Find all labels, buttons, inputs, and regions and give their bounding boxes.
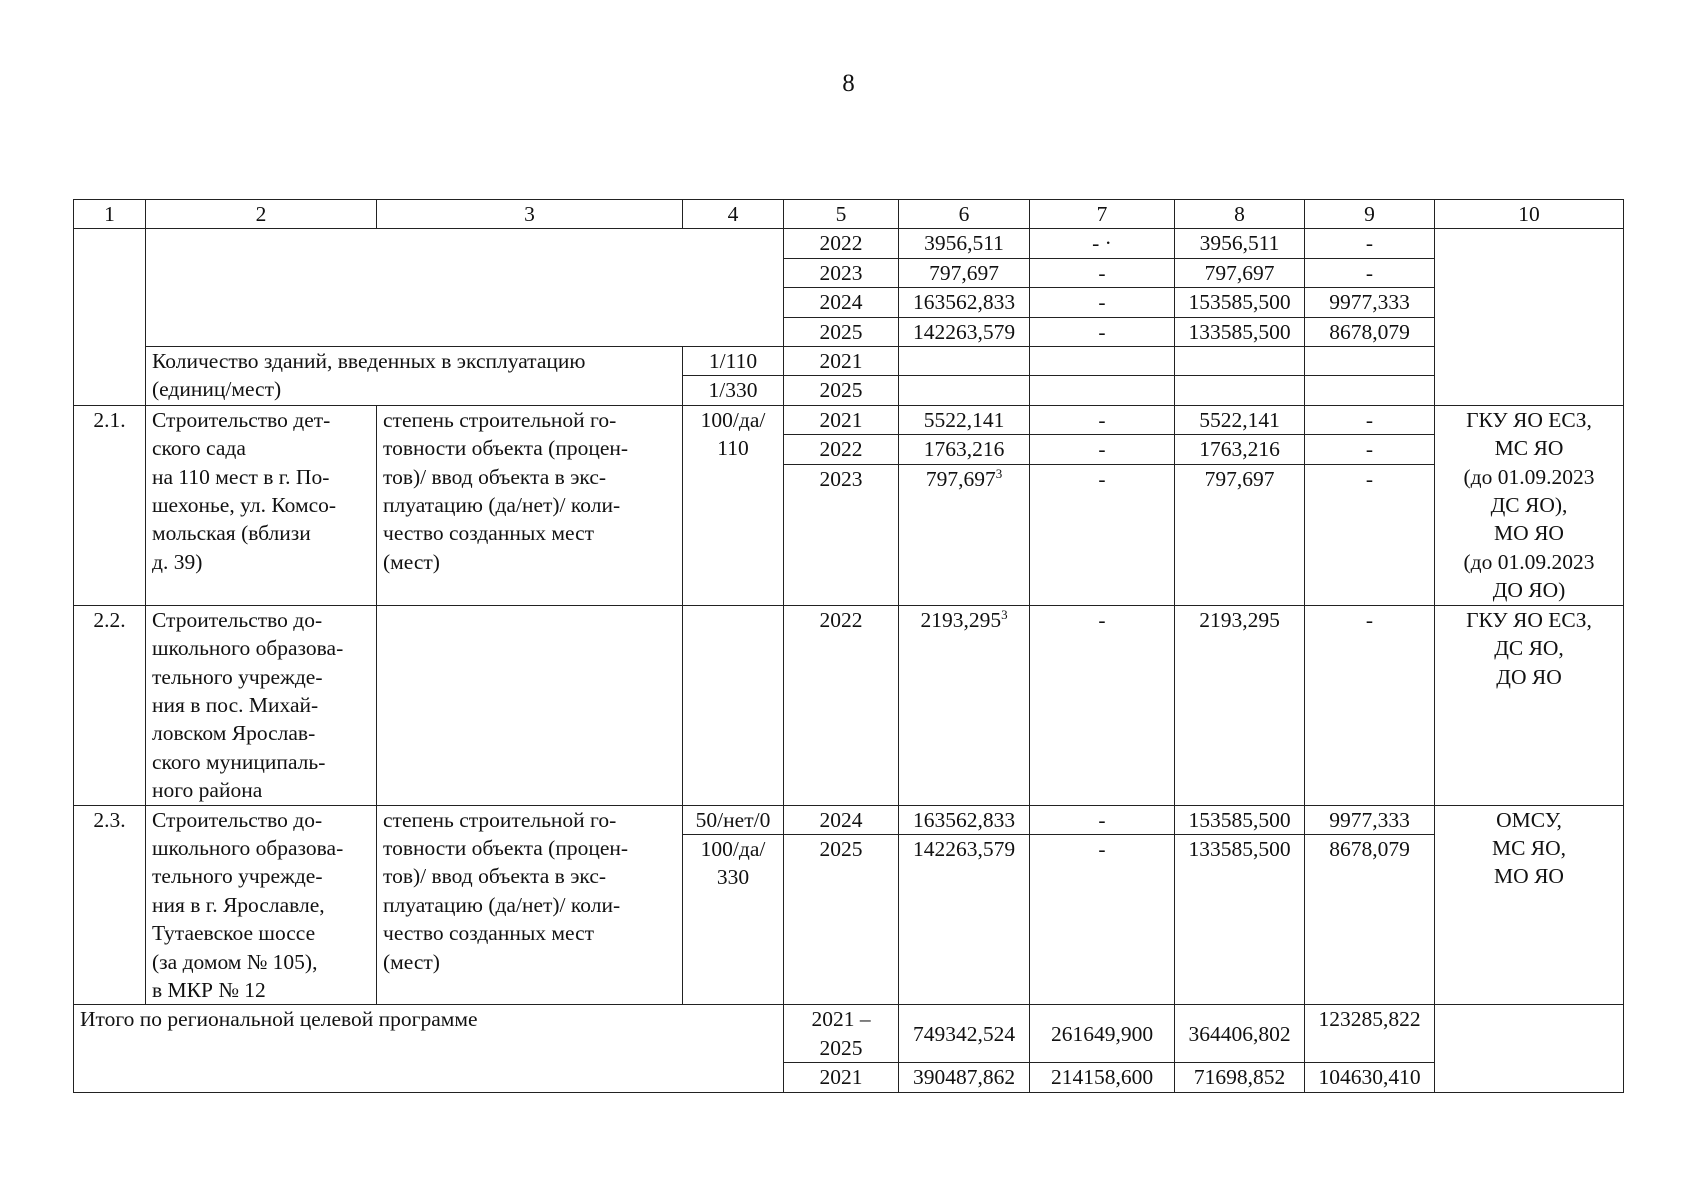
- year-cell: 2025: [784, 835, 899, 1005]
- item-number: 2.3.: [74, 805, 146, 1005]
- local-cell: -: [1305, 605, 1435, 805]
- empty-cell: [74, 229, 146, 405]
- regional-cell: 364406,802: [1175, 1005, 1305, 1063]
- regional-cell: 1763,216: [1175, 435, 1305, 464]
- year-cell: 2023: [784, 464, 899, 605]
- year-cell: 2021: [784, 347, 899, 376]
- indicator-value: 100/да/ 330: [683, 835, 784, 1005]
- total-cell: 1763,216: [899, 435, 1030, 464]
- page-number: 8: [842, 70, 855, 97]
- federal-cell: -: [1030, 464, 1175, 605]
- header-cell: 1: [74, 200, 146, 229]
- empty-cell: [899, 347, 1030, 376]
- total-row: [74, 1005, 1624, 1063]
- year-cell: 2021 – 2025: [784, 1005, 899, 1063]
- empty-cell: [1435, 1005, 1624, 1092]
- header-cell: 7: [1030, 200, 1175, 229]
- federal-cell: -: [1030, 435, 1175, 464]
- year-cell: 2022: [784, 435, 899, 464]
- local-cell: 8678,079: [1305, 835, 1435, 1005]
- regional-cell: 797,697: [1175, 464, 1305, 605]
- empty-cell: [377, 605, 683, 805]
- empty-cell: [1435, 229, 1624, 405]
- total-cell: 163562,833: [899, 288, 1030, 317]
- regional-cell: 3956,511: [1175, 229, 1305, 258]
- header-cell: 2: [146, 200, 377, 229]
- header-cell: 8: [1175, 200, 1305, 229]
- empty-cell: [1030, 376, 1175, 405]
- total-cell: 797,697$^3$: [899, 464, 1030, 605]
- year-cell: 2025: [784, 317, 899, 346]
- local-cell: -: [1305, 229, 1435, 258]
- footnote-mark: 3: [1001, 606, 1008, 622]
- header-cell: 4: [683, 200, 784, 229]
- header-cell: 6: [899, 200, 1030, 229]
- indicator-value: 100/да/ 110: [683, 405, 784, 605]
- year-cell: 2022: [784, 229, 899, 258]
- total-label: Итого по региональной целевой программе: [74, 1005, 784, 1092]
- summary-row: [74, 229, 1624, 258]
- year-cell: 2024: [784, 805, 899, 834]
- regional-cell: 797,697: [1175, 258, 1305, 287]
- total-cell: 142263,579: [899, 317, 1030, 346]
- executors-cell: ОМСУ, МС ЯО, МО ЯО: [1435, 805, 1624, 1005]
- regional-cell: 153585,500: [1175, 288, 1305, 317]
- footnote-mark: 3: [995, 465, 1003, 481]
- item-row: [74, 605, 1624, 805]
- year-cell: 2023: [784, 258, 899, 287]
- local-cell: -: [1305, 435, 1435, 464]
- total-cell: 3956,511: [899, 229, 1030, 258]
- buildings-label: Количество зданий, введенных в эксплуатацию (единиц/мест): [146, 347, 683, 406]
- total-cell: 2193,295$^3$: [899, 605, 1030, 805]
- item-number: 2.2.: [74, 605, 146, 805]
- empty-cell: [1175, 347, 1305, 376]
- item-name: Строительство до- школьного образова- тельного учрежде- ния в г. Ярославле, Тутаевское шоссе (за домом № 105), в МКР № 12: [146, 805, 377, 1005]
- indicator-value: 1/110: [683, 347, 784, 376]
- empty-cell: [683, 605, 784, 805]
- header-cell: 10: [1435, 200, 1624, 229]
- year-cell: 2025: [784, 376, 899, 405]
- header-cell: 5: [784, 200, 899, 229]
- federal-cell: 214158,600: [1030, 1063, 1175, 1092]
- regional-cell: 133585,500: [1175, 317, 1305, 346]
- year-cell: 2021: [784, 405, 899, 434]
- item-indicator: степень строительной го- товности объекта (процен- тов)/ ввод объекта в экс- плуатацию (да/нет)/ коли- чество созданных мест (мест): [377, 805, 683, 1005]
- empty-cell: [1175, 376, 1305, 405]
- indicator-value: 50/нет/0: [683, 805, 784, 834]
- local-cell: 9977,333: [1305, 805, 1435, 834]
- federal-cell: 261649,900: [1030, 1005, 1175, 1063]
- local-cell: 104630,410: [1305, 1063, 1435, 1092]
- item-number: 2.1.: [74, 405, 146, 605]
- year-cell: 2021: [784, 1063, 899, 1092]
- local-cell: 9977,333: [1305, 288, 1435, 317]
- regional-cell: 133585,500: [1175, 835, 1305, 1005]
- empty-cell: [899, 376, 1030, 405]
- header-cell: 3: [377, 200, 683, 229]
- local-cell: 123285,822: [1305, 1005, 1435, 1063]
- empty-cell: [1305, 347, 1435, 376]
- total-cell: 163562,833: [899, 805, 1030, 834]
- federal-cell: -: [1030, 317, 1175, 346]
- item-name: Строительство дет- ского сада на 110 мест в г. По- шехонье, ул. Комсо- мольская (вблизи д. 39): [146, 405, 377, 605]
- year-cell: 2022: [784, 605, 899, 805]
- total-cell: 797,697: [899, 258, 1030, 287]
- header-cell: 9: [1305, 200, 1435, 229]
- federal-cell: -: [1030, 405, 1175, 434]
- federal-cell: - ·: [1030, 229, 1175, 258]
- empty-cell: [1030, 347, 1175, 376]
- federal-cell: -: [1030, 835, 1175, 1005]
- item-row: [74, 805, 1624, 834]
- local-cell: -: [1305, 258, 1435, 287]
- header-row: [74, 200, 1624, 229]
- executors-cell: ГКУ ЯО ЕСЗ, МС ЯО (до 01.09.2023 ДС ЯО), МО ЯО (до 01.09.2023 ДО ЯО): [1435, 405, 1624, 605]
- local-cell: -: [1305, 405, 1435, 434]
- item-indicator: степень строительной го- товности объекта (процен- тов)/ ввод объекта в экс- плуатацию (да/нет)/ коли- чество созданных мест (мест): [377, 405, 683, 605]
- year-cell: 2024: [784, 288, 899, 317]
- local-cell: -: [1305, 464, 1435, 605]
- buildings-row: [74, 347, 1624, 376]
- executors-cell: ГКУ ЯО ЕСЗ, ДС ЯО, ДО ЯО: [1435, 605, 1624, 805]
- empty-cell: [1305, 376, 1435, 405]
- federal-cell: -: [1030, 605, 1175, 805]
- total-cell: 5522,141: [899, 405, 1030, 434]
- local-cell: 8678,079: [1305, 317, 1435, 346]
- federal-cell: -: [1030, 805, 1175, 834]
- regional-cell: 2193,295: [1175, 605, 1305, 805]
- regional-cell: 71698,852: [1175, 1063, 1305, 1092]
- program-table: [73, 199, 1624, 1093]
- empty-cell: [146, 229, 784, 347]
- regional-cell: 5522,141: [1175, 405, 1305, 434]
- total-cell: 142263,579: [899, 835, 1030, 1005]
- indicator-value: 1/330: [683, 376, 784, 405]
- total-cell: 390487,862: [899, 1063, 1030, 1092]
- total-cell: 749342,524: [899, 1005, 1030, 1063]
- item-row: [74, 405, 1624, 434]
- item-name: Строительство до- школьного образова- тельного учрежде- ния в пос. Михай- ловском Ярослав- ского муниципаль- ного района: [146, 605, 377, 805]
- federal-cell: -: [1030, 258, 1175, 287]
- regional-cell: 153585,500: [1175, 805, 1305, 834]
- federal-cell: -: [1030, 288, 1175, 317]
